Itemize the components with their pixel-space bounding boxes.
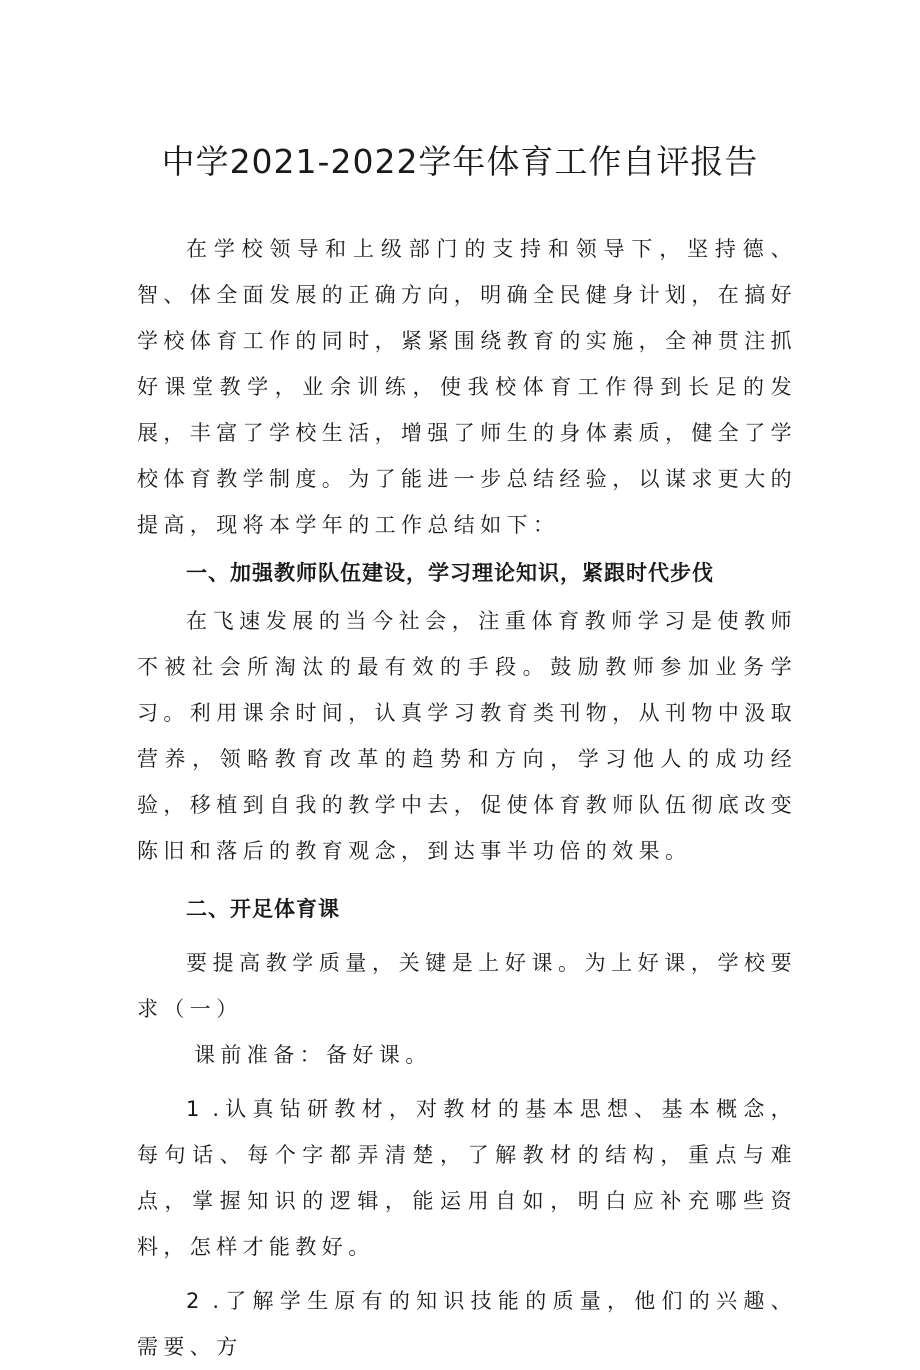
intro-paragraph: 在学校领导和上级部门的支持和领导下，坚持德、智、体全面发展的正确方向，明确全民健身计划，在搞好学校体育工作的同时，紧紧围绕教育的实施，全神贯注抓好课堂教学，业余训练，使我校体育工作得到长足的发展，丰富了学校生活，增强了师生的身体素质，健全了学校体育教学制度。为了能进一步总结经验，以谋求更大的提高，现将本学年的工作总结如下： [137, 237, 797, 537]
item-2-text: .了解学生原有的知识技能的质量，他们的兴趣、需要、方 [137, 1289, 797, 1359]
section-1-heading: 一、加强教师队伍建设，学习理论知识，紧跟时代步伐 [186, 561, 714, 585]
numbered-item-1 [137, 1086, 797, 1270]
document-body [137, 226, 797, 1370]
document-title: 中学2021-2022学年体育工作自评报告 [161, 142, 759, 181]
item-2-number: 2 [186, 1289, 200, 1313]
section-2-paragraph: 要提高教学质量，关键是上好课。为上好课，学校要求（一） [137, 951, 797, 1021]
section-1-paragraph: 在飞速发展的当今社会，注重体育教师学习是使教师不被社会所淘汰的最有效的手段。鼓励教师参加业务学习。利用课余时间，认真学习教育类刊物，从刊物中汲取营养，领略教育改革的趋势和方向，学习他人的成功经验，移植到自我的教学中去，促使体育教师队伍彻底改变陈旧和落后的教育观念，到达事半功倍的效果。 [137, 609, 797, 863]
section-2-heading: 二、开足体育课 [186, 897, 340, 921]
numbered-item-2 [137, 1278, 797, 1370]
section-2-subheading: 课前准备：备好课。 [194, 1043, 432, 1067]
item-1-text: .认真钻研教材，对教材的基本思想、基本概念，每句话、每个字都弄清楚，了解教材的结构，重点与难点，掌握知识的逻辑，能运用自如，明白应补充哪些资料，怎样才能教好。 [137, 1097, 797, 1259]
item-1-number: 1 [186, 1097, 200, 1121]
